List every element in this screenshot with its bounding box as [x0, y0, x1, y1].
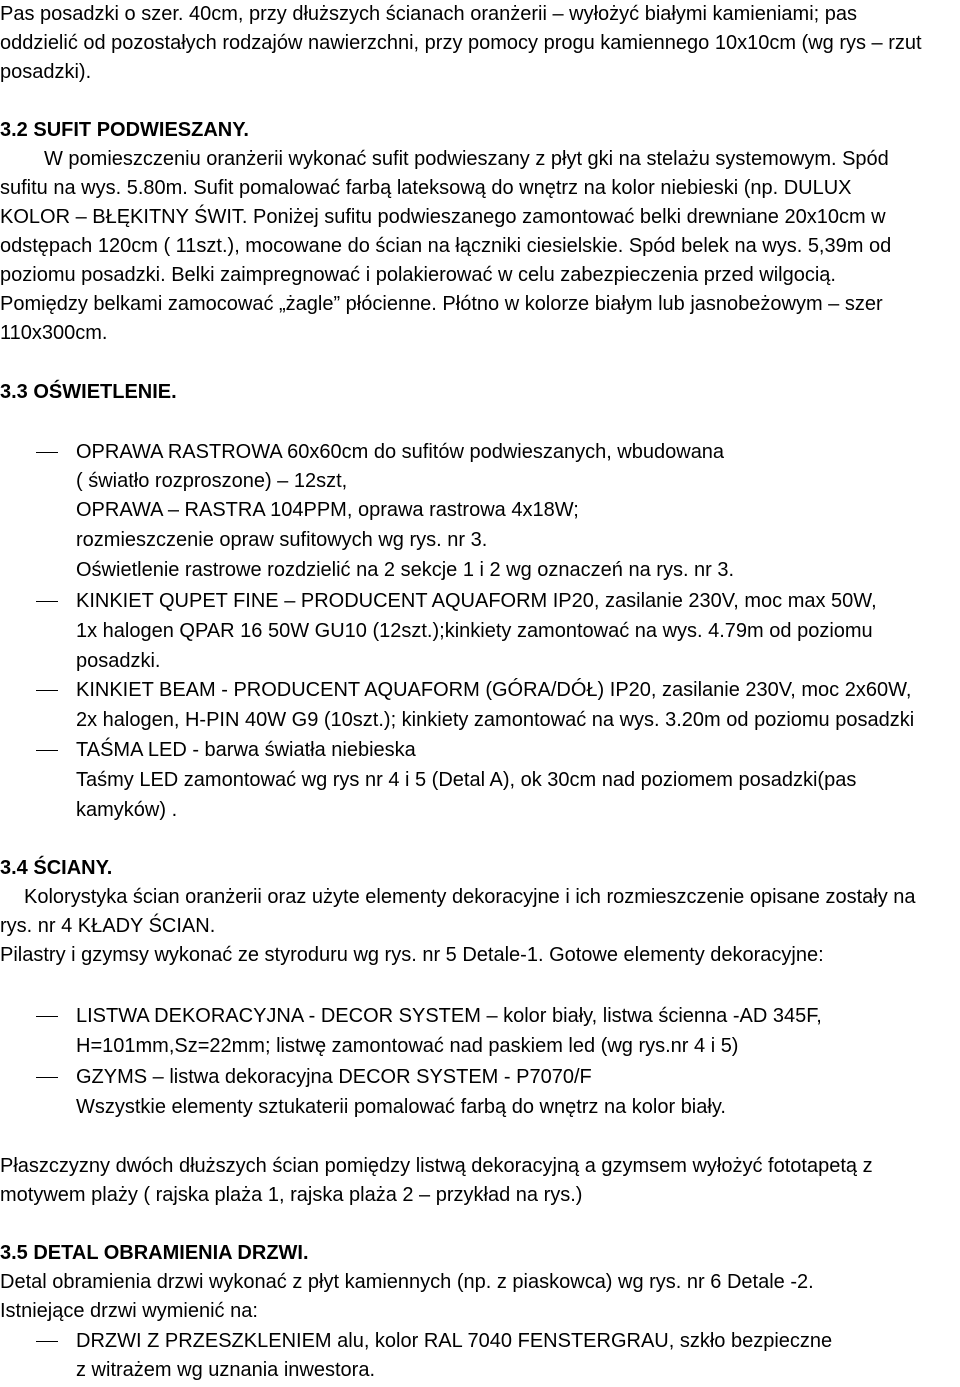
s33-b1-line-5: Oświetlenie rastrowe rozdzielić na 2 sekcje 1 i 2 wg oznaczeń na rys. nr 3. [76, 559, 735, 581]
bullet-dash [36, 1016, 58, 1017]
s34-b2-line-1: GZYMS – listwa dekoracyjna DECOR SYSTEM - P7070/F [76, 1066, 592, 1088]
s33-b2-line-2: 1x halogen QPAR 16 50W GU10 (12szt.);kinkiety zamontować na wys. 4.79m od poziomu [76, 620, 873, 642]
s32-line-3: KOLOR – BŁĘKITNY ŚWIT. Poniżej sufitu podwieszanego zamontować belki drewniane 20x10cm w [0, 206, 886, 228]
bullet-dash [36, 1341, 58, 1342]
s33-b1-line-2: ( światło rozproszone) – 12szt, [76, 470, 348, 492]
s35-b1-line-1: DRZWI Z PRZESZKLENIEM alu, kolor RAL 7040 FENSTERGRAU, szkło bezpieczne [76, 1330, 833, 1352]
s33-b4-line-2: Taśmy LED zamontować wg rys nr 4 i 5 (Detal A), ok 30cm nad poziomem posadzki(pas [76, 769, 857, 791]
intro-line-3: posadzki). [0, 61, 92, 83]
s33-b3-line-1: KINKIET BEAM - PRODUCENT AQUAFORM (GÓRA/DÓŁ) IP20, zasilanie 230V, moc 2x60W, [76, 679, 912, 701]
s33-b1-line-1: OPRAWA RASTROWA 60x60cm do sufitów podwieszanych, wbudowana [76, 441, 725, 463]
section-heading-3-3: 3.3 OŚWIETLENIE. [0, 381, 177, 403]
s32-line-1: W pomieszczeniu oranżerii wykonać sufit podwieszany z płyt gki na stelażu systemowym. Spód [44, 148, 889, 170]
section-heading-3-4: 3.4 ŚCIANY. [0, 857, 113, 879]
section-heading-3-2: 3.2 SUFIT PODWIESZANY. [0, 119, 249, 141]
bullet-dash [36, 690, 58, 691]
bullet-dash [36, 601, 58, 602]
s34-line-2: rys. nr 4 KŁADY ŚCIAN. [0, 915, 216, 937]
s33-b2-line-3: posadzki. [76, 650, 161, 672]
intro-line-1: Pas posadzki o szer. 40cm, przy dłuższych ścianach oranżerii – wyłożyć białymi kamieniami; pas [0, 3, 858, 25]
s34-paragraph-line-1: Płaszczyzny dwóch dłuższych ścian pomiędzy listwą dekoracyjną a gzymsem wyłożyć fototapetą z [0, 1155, 873, 1177]
s34-paragraph-line-2: motywem plaży ( rajska plaża 1, rajska plaża 2 – przykład na rys.) [0, 1184, 583, 1206]
bullet-dash [36, 750, 58, 751]
s34-b1-line-2: H=101mm,Sz=22mm; listwę zamontować nad paskiem led (wg rys.nr 4 i 5) [76, 1035, 739, 1057]
s34-b2-line-2: Wszystkie elementy sztukaterii pomalować farbą do wnętrz na kolor biały. [76, 1096, 726, 1118]
s32-line-5: poziomu posadzki. Belki zaimpregnować i polakierować w celu zabezpieczenia przed wilgocią. [0, 264, 836, 286]
s33-b3-line-2: 2x halogen, H-PIN 40W G9 (10szt.); kinkiety zamontować na wys. 3.20m od poziomu posadzki [76, 709, 915, 731]
s33-b1-line-4: rozmieszczenie opraw sufitowych wg rys. nr 3. [76, 529, 488, 551]
s33-b4-line-1: TAŚMA LED - barwa światła niebieska [76, 739, 416, 761]
s33-b2-line-1: KINKIET QUPET FINE – PRODUCENT AQUAFORM IP20, zasilanie 230V, moc max 50W, [76, 590, 877, 612]
s32-line-7: 110x300cm. [0, 322, 108, 344]
intro-line-2: oddzielić od pozostałych rodzajów nawierzchni, przy pomocy progu kamiennego 10x10cm (wg rys – rzut [0, 32, 922, 54]
bullet-dash [36, 1077, 58, 1078]
section-heading-3-5: 3.5 DETAL OBRAMIENIA DRZWI. [0, 1242, 309, 1264]
s33-b1-line-3: OPRAWA – RASTRA 104PPM, oprawa rastrowa 4x18W; [76, 499, 579, 521]
bullet-dash [36, 452, 58, 453]
s34-b1-line-1: LISTWA DEKORACYJNA - DECOR SYSTEM – kolor biały, listwa ścienna -AD 345F, [76, 1005, 822, 1027]
s33-b4-line-3: kamyków) . [76, 799, 178, 821]
s34-line-1: Kolorystyka ścian oranżerii oraz użyte elementy dekoracyjne i ich rozmieszczenie opisane zostały na [24, 886, 916, 908]
s35-line-2: Istniejące drzwi wymienić na: [0, 1300, 258, 1322]
s35-b1-line-2: z witrażem wg uznania inwestora. [76, 1359, 376, 1381]
s35-line-1: Detal obramienia drzwi wykonać z płyt kamiennych (np. z piaskowca) wg rys. nr 6 Detale -2. [0, 1271, 814, 1293]
s32-line-6: Pomiędzy belkami zamocować „żagle” płócienne. Płótno w kolorze białym lub jasnobeżowym – szer [0, 293, 883, 315]
s32-line-4: odstępach 120cm ( 11szt.), mocowane do ścian na łączniki ciesielskie. Spód belek na wys. 5,39m od [0, 235, 892, 257]
s34-line-3: Pilastry i gzymsy wykonać ze styroduru wg rys. nr 5 Detale-1. Gotowe elementy dekoracyjne: [0, 944, 824, 966]
s32-line-2: sufitu na wys. 5.80m. Sufit pomalować farbą lateksową do wnętrz na kolor niebieski (np. DULUX [0, 177, 852, 199]
